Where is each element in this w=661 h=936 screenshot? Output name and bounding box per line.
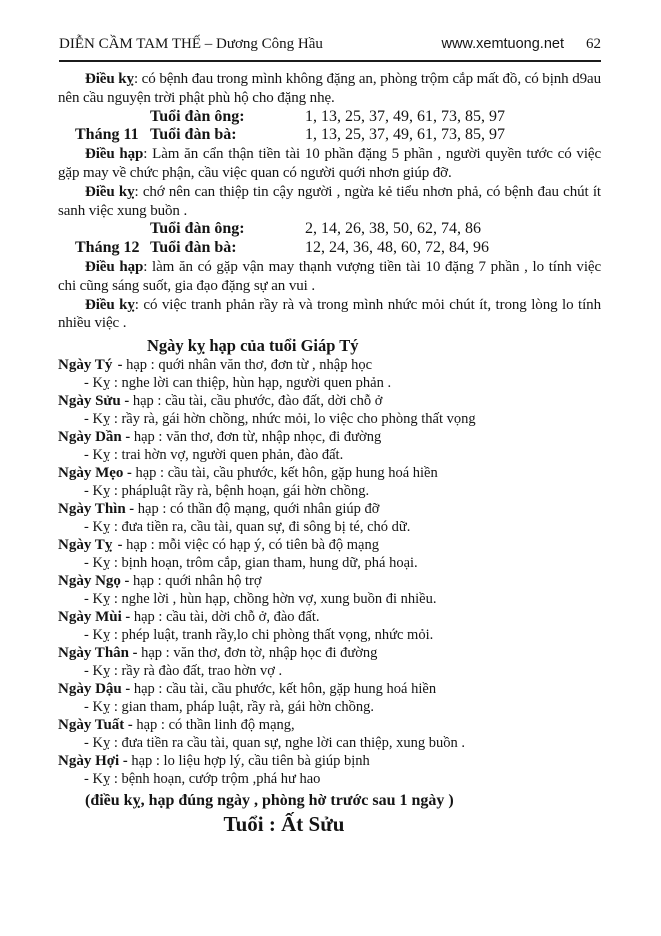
day-name: Ngày Sửu — [58, 393, 121, 410]
men-ages-row-thang11 — [58, 108, 601, 127]
men-ages-numbers: 1, 13, 25, 37, 49, 61, 73, 85, 97 — [305, 107, 505, 125]
day-entry-suu — [58, 392, 601, 428]
hap-label: hạp : — [126, 537, 155, 554]
hap-text: mỗi việc có hạp ý, có tiên bà độ mạng — [158, 537, 379, 554]
women-ages-label: Tuổi đàn bà: — [150, 126, 237, 144]
ky-label: Kỵ : — [92, 555, 118, 572]
ky-dash: - — [84, 555, 89, 572]
ky-dash: - — [84, 375, 89, 392]
dieu-ky-text: : có bệnh đau trong mình không đặng an, phòng trộm cắp mất đồ, có bịnh d9au nên cầu nguyện trời phật phù hộ cho đặng nhẹ. — [58, 71, 601, 106]
page-number: 62 — [586, 36, 601, 52]
ky-dash: - — [84, 663, 89, 680]
day-name: Ngày Thân — [58, 645, 130, 662]
ky-label: Kỵ : — [92, 411, 118, 428]
hap-text: quới nhân văn thơ, đơn từ , nhập học — [158, 357, 373, 374]
day-entry-hoi — [58, 752, 601, 788]
hap-label: hạp : — [131, 753, 160, 770]
dieu-hap-label: Điều hạp — [85, 146, 144, 163]
hap-label: hạp : — [133, 681, 163, 698]
day-entry-ty-snake — [58, 536, 601, 572]
women-ages-numbers: 12, 24, 36, 48, 60, 72, 84, 96 — [305, 239, 489, 257]
day-name: Ngày Mẹo — [58, 465, 124, 482]
paragraph-dieu-hap-thang11 — [58, 145, 601, 183]
day-entry-tuat — [58, 716, 601, 752]
month-cell-empty — [58, 108, 150, 127]
hap-dash: - — [122, 753, 128, 770]
ky-label: Kỵ : — [92, 483, 118, 500]
hap-label: hạp : — [132, 393, 162, 410]
hap-dash: - — [117, 537, 123, 554]
women-ages-label: Tuổi đàn bà: — [150, 239, 237, 257]
ky-label: Kỵ : — [92, 663, 118, 680]
day-entry-thin — [58, 500, 601, 536]
ky-text: đưa tiền ra cầu tài, quan sự, nghe lời can thiệp, xung buồn . — [121, 735, 465, 752]
ky-text: bịnh hoạn, trôm cắp, gian tham, hung dữ, phá hoại. — [121, 555, 418, 572]
ky-text: nghe lời , hùn hạp, chồng hờn vợ, xung buồn đi nhiều. — [121, 591, 437, 608]
dieu-hap-text: : Làm ăn cẩn thận tiền tài 10 phần đặng 5 phần , người quyền tước có việc gặp may về chức phận, cầu việc quan có người quới nhơn giúp đỡ. — [58, 146, 601, 181]
ky-dash: - — [84, 411, 89, 428]
dieu-ky-text: : có việc tranh phản rầy rà và trong mình nhức mỏi chút ít, trong lòng lo tính nhiều việc . — [58, 296, 601, 332]
day-entry-ngo — [58, 572, 601, 608]
day-entry-dau — [58, 680, 601, 716]
paragraph-dieu-ky-intro — [58, 70, 601, 108]
day-name: Ngày Mùi — [58, 609, 122, 626]
women-ages-row-thang12 — [58, 239, 601, 258]
ky-text: rầy rà, gái hờn chồng, nhức mỏi, lo việc cho phòng thất vọng — [121, 411, 476, 428]
hap-text: cầu tài, dời chỗ ở, đào đất. — [166, 609, 320, 626]
ky-label: Kỵ : — [92, 447, 118, 464]
page-header — [59, 36, 601, 60]
dieu-ky-text: : chớ nên can thiệp tin cậy người , ngừa kẻ tiểu nhơn phả, có bệnh đau chút ít sanh việc xung buồn . — [58, 183, 601, 219]
dieu-hap-label: Điều hạp — [85, 258, 144, 275]
hap-dash: - — [125, 429, 131, 446]
hap-label: hạp : — [133, 429, 163, 446]
ky-dash: - — [84, 519, 89, 536]
ky-text: gian tham, pháp luật, rầy rà, gái hờn chồng. — [121, 699, 374, 716]
hap-dash: - — [132, 645, 138, 662]
header-right — [441, 36, 601, 53]
month-cell-empty — [58, 220, 150, 239]
day-rule-note: (điều kỵ, hạp đúng ngày , phòng hờ trước sau 1 ngày ) — [85, 792, 454, 810]
ky-label: Kỵ : — [92, 735, 118, 752]
ky-text: nghe lời can thiệp, hùn hạp, người quen phản . — [121, 375, 392, 392]
ky-dash: - — [84, 699, 89, 716]
month-label-thang11: Tháng 11 — [75, 126, 139, 144]
day-name: Ngày Thìn — [58, 501, 126, 518]
day-name: Ngày Dậu — [58, 681, 122, 698]
hap-text: văn thơ, đơn từ, nhập nhọc, đi đường — [166, 429, 382, 446]
hap-text: quới nhân hộ trợ — [165, 573, 262, 590]
hap-label: hạp : — [135, 465, 165, 482]
ky-dash: - — [84, 627, 89, 644]
ky-dash: - — [84, 771, 89, 788]
website-url: www.xemtuong.net — [441, 36, 564, 52]
section-title: Ngày kỵ hạp của tuổi Giáp Tý — [147, 336, 359, 356]
day-list — [58, 356, 601, 788]
ky-label: Kỵ : — [92, 519, 118, 536]
hap-dash: - — [127, 465, 132, 482]
paragraph-dieu-ky-thang11 — [58, 183, 601, 221]
hap-label: hạp : — [136, 717, 165, 734]
ky-label: Kỵ : — [92, 627, 118, 644]
ky-text: trai hờn vợ, người quen phản, đào đất. — [121, 447, 344, 464]
day-entry-than — [58, 644, 601, 680]
hap-text: cầu tài, cầu phước, đào đất, dời chỗ ở — [165, 393, 383, 410]
hap-dash: - — [117, 357, 123, 374]
day-name: Ngày Hợi — [58, 753, 120, 770]
day-name: Ngày Tỵ — [58, 537, 113, 554]
hap-dash: - — [124, 393, 130, 410]
hap-dash: - — [125, 681, 131, 698]
women-ages-numbers: 1, 13, 25, 37, 49, 61, 73, 85, 97 — [305, 126, 505, 144]
page-body — [0, 62, 661, 837]
ky-label: Kỵ : — [92, 699, 118, 716]
day-name: Ngày Ngọ — [58, 573, 121, 590]
women-ages-row-thang11 — [58, 126, 601, 145]
day-entry-meo — [58, 464, 601, 500]
ky-label: Kỵ : — [92, 375, 118, 392]
book-title: DIỄN CẦM TAM THẾ – Dương Công Hầu — [59, 36, 323, 52]
dieu-ky-label: Điều kỵ — [85, 183, 135, 200]
day-entry-ty — [58, 356, 601, 392]
ky-text: đưa tiền ra, cầu tài, quan sự, đi sông bị té, chó dữ. — [121, 519, 411, 536]
ky-dash: - — [84, 447, 89, 464]
hap-dash: - — [129, 501, 135, 518]
month-label-thang12: Tháng 12 — [75, 239, 140, 257]
hap-label: hạp : — [126, 357, 155, 374]
hap-label: hạp : — [133, 573, 162, 590]
hap-text: có thần độ mạng, quới nhân giúp đỡ — [169, 501, 380, 518]
men-ages-label: Tuổi đàn ông: — [150, 107, 245, 125]
dieu-ky-label: Điều kỵ — [85, 296, 135, 313]
ky-dash: - — [84, 483, 89, 500]
hap-dash: - — [125, 609, 131, 626]
hap-label: hạp : — [137, 501, 167, 518]
ky-label: Kỵ : — [92, 771, 118, 788]
ky-dash: - — [84, 591, 89, 608]
hap-text: có thần linh độ mạng, — [168, 717, 295, 734]
ky-dash: - — [84, 735, 89, 752]
day-name: Ngày Dần — [58, 429, 122, 446]
hap-dash: - — [127, 717, 133, 734]
day-entry-mui — [58, 608, 601, 644]
day-name: Ngày Tý — [58, 357, 113, 374]
ky-text: bệnh hoạn, cướp trộm ,phá hư hao — [121, 771, 321, 788]
dieu-hap-text: : làm ăn có gặp vận may thạnh vượng tiền tài 10 đặng 7 phần , lo tính việc chi cũng sáng suốt, gia đạo đặng sự an vui . — [58, 258, 602, 294]
men-ages-row-thang12 — [58, 220, 601, 239]
ky-text: phép luật, tranh rầy,lo chi phòng thất vọng, nhức mỏi. — [121, 627, 434, 644]
hap-text: lo liệu hợp lý, cầu tiên bà giúp bịnh — [163, 753, 370, 770]
paragraph-dieu-ky-thang12 — [58, 296, 601, 334]
next-age-title: Tuổi : Ất Sửu — [223, 812, 345, 837]
hap-text: cầu tài, cầu phước, kết hôn, gặp hung hoá hiền — [167, 465, 438, 482]
ky-text: phápluật rầy rà, bệnh hoạn, gái hờn chồng. — [121, 483, 370, 500]
men-ages-numbers: 2, 14, 26, 38, 50, 62, 74, 86 — [305, 220, 481, 238]
men-ages-label: Tuổi đàn ông: — [150, 220, 245, 238]
day-entry-dan — [58, 428, 601, 464]
ky-label: Kỵ : — [92, 591, 118, 608]
hap-text: văn thơ, đơn tờ, nhập học đi đường — [173, 645, 378, 662]
hap-text: cầu tài, cầu phước, kết hôn, gặp hung hoá hiền — [166, 681, 437, 698]
ky-text: rầy rà đào đất, trao hờn vợ . — [121, 663, 283, 680]
hap-label: hạp : — [133, 609, 163, 626]
hap-label: hạp : — [141, 645, 170, 662]
day-name: Ngày Tuất — [58, 717, 125, 734]
hap-dash: - — [124, 573, 130, 590]
paragraph-dieu-hap-thang12 — [58, 258, 601, 296]
dieu-ky-label: Điều kỵ — [85, 71, 134, 87]
